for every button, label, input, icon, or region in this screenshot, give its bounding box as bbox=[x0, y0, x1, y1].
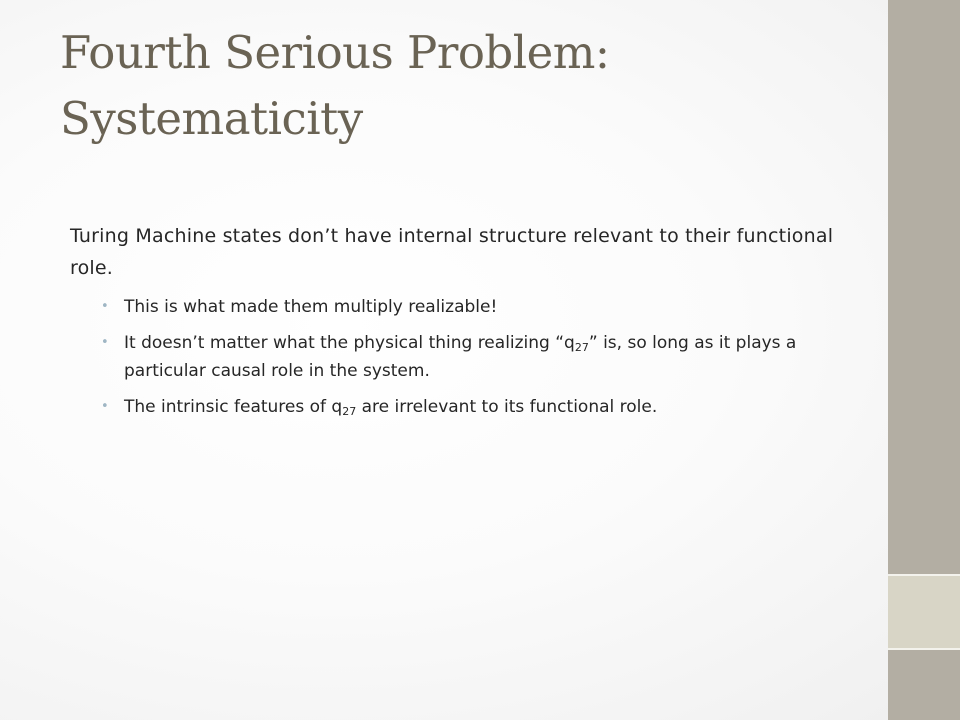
bullet-item bbox=[101, 393, 870, 421]
subscript: 27 bbox=[574, 341, 589, 354]
bullet-marker: • bbox=[101, 335, 109, 350]
side-decoration-accent-block bbox=[888, 576, 960, 648]
bullet-marker: • bbox=[101, 299, 109, 314]
bullet-text-start: The intrinsic features of q bbox=[124, 397, 343, 417]
bullet-list bbox=[70, 293, 870, 421]
slide-title bbox=[60, 20, 860, 152]
side-band-divider bbox=[888, 648, 960, 650]
bullet-text: This is what made them multiply realizable! bbox=[124, 297, 498, 317]
bullet-item bbox=[101, 293, 870, 321]
bullet-text-end: are irrelevant to its functional role. bbox=[356, 397, 658, 417]
lead-paragraph: Turing Machine states don’t have internal structure relevant to their functional role. bbox=[70, 225, 834, 279]
bullet-text-end: ” is, so long as it plays a particular causal role in the system. bbox=[124, 333, 797, 381]
bullet-item bbox=[101, 329, 870, 385]
subscript: 27 bbox=[342, 405, 357, 418]
slide-title-line-1: Fourth Serious Problem: bbox=[60, 26, 610, 79]
slide-title-line-2: Systematicity bbox=[60, 92, 363, 145]
slide-body bbox=[70, 220, 870, 429]
bullet-text-start: It doesn’t matter what the physical thing realizing “q bbox=[124, 333, 575, 353]
bullet-marker: • bbox=[101, 399, 109, 414]
